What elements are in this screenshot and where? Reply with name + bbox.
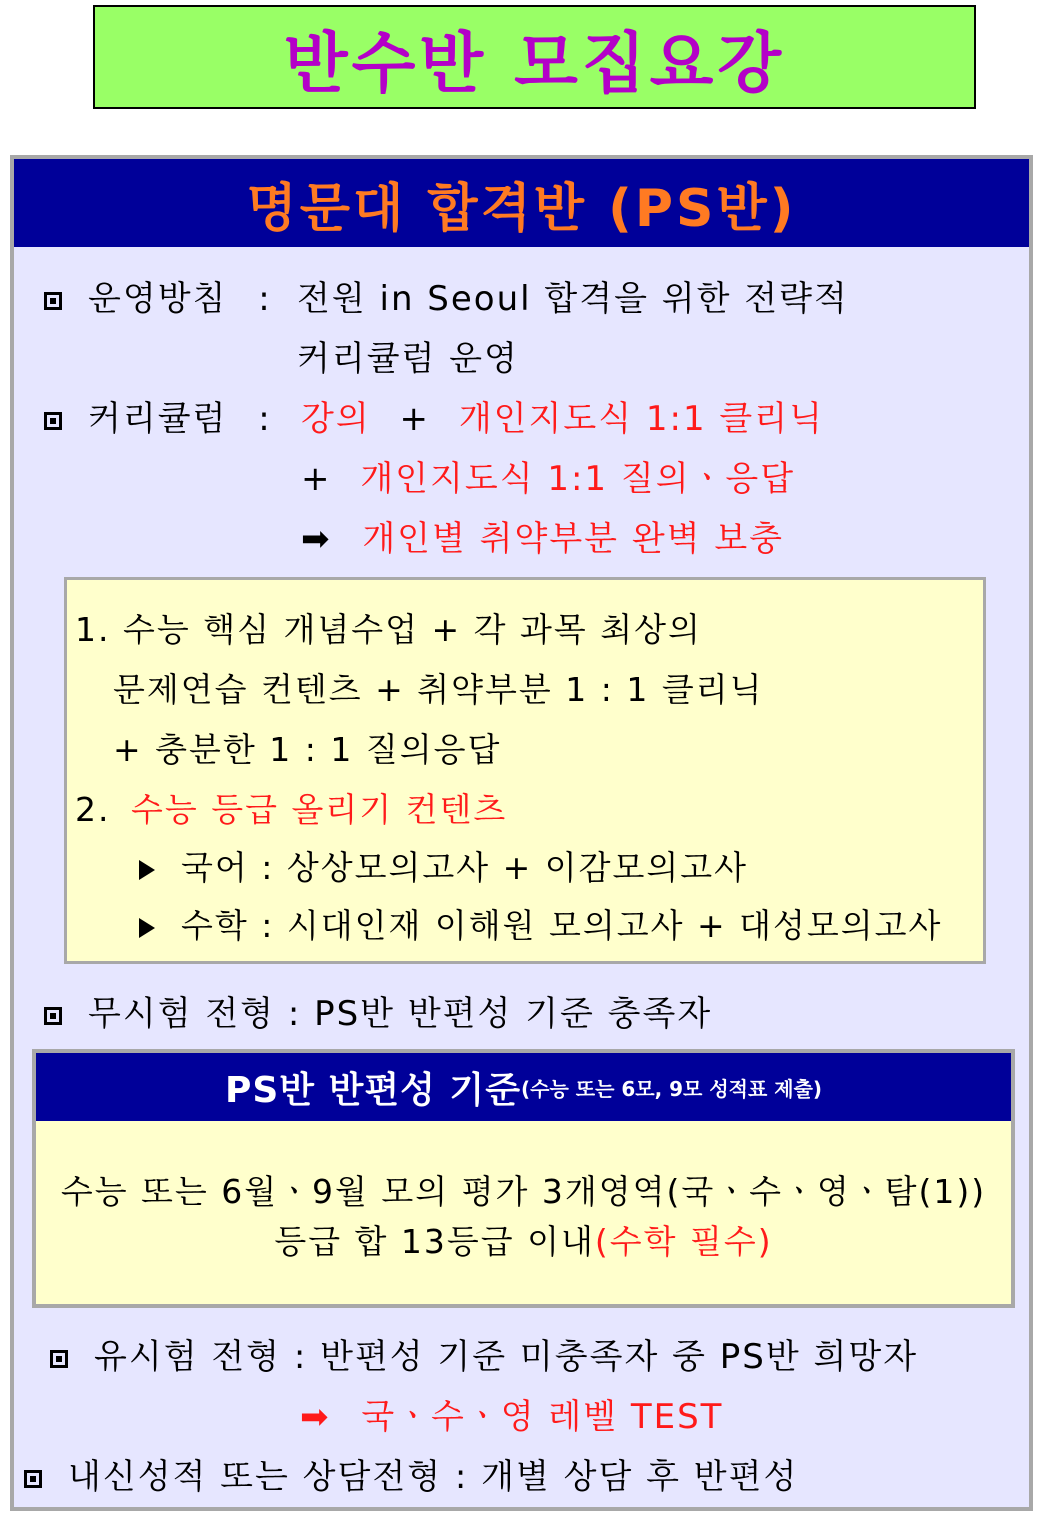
curriculum-text-3: ➡ 개인별 취약부분 완벽 보충 [301,519,785,559]
item2-line: 2. 수능 등급 올리기 컨텐츠 [75,790,508,829]
square-bullet-icon [44,292,62,310]
sub-item-math: 수학 : 시대인재 이해원 모의고사 + 대성모의고사 [139,900,942,947]
criteria-line-1: 수능 또는 6월ㆍ9월 모의 평가 3개영역(국ㆍ수ㆍ영ㆍ탐(1)) [60,1172,987,1211]
curriculum-text-2: + 개인지도식 1:1 질의ㆍ응답 [301,459,796,499]
page-title: 반수반 모집요강 [283,24,786,102]
arrow-right-icon: ➡ [301,519,332,559]
criteria-box [32,1049,1015,1308]
criteria-header [36,1053,1011,1121]
square-bullet-icon [44,1007,62,1025]
arrow-right-icon: ➡ [300,1397,331,1437]
policy-line: 운영방침 : [44,271,272,320]
curriculum-line: 커리큘럼 : [44,391,272,440]
curriculum-detail-box [64,577,986,964]
triangle-bullet-icon [139,918,155,938]
square-bullet-icon [44,412,62,430]
exam-line: 유시험 전형 : 반편성 기준 미충족자 중 PS반 희망자 [50,1329,918,1378]
ps-class-panel [10,155,1033,1511]
item1-line1: 1. 수능 핵심 개념수업 + 각 과목 최상의 [75,610,702,649]
title-banner [93,5,976,109]
counsel-line: 내신성적 또는 상담전형 : 개별 상담 후 반편성 [24,1449,798,1498]
no-exam-line: 무시험 전형 : PS반 반편성 기준 충족자 [44,986,712,1035]
panel-title: 명문대 합격반 (PS반) [246,178,797,239]
square-bullet-icon [50,1350,68,1368]
panel-header [14,159,1029,247]
criteria-note: (수능 또는 6모, 9모 성적표 제출) [521,1076,823,1101]
triangle-bullet-icon [139,860,155,880]
criteria-line-2: 등급 합 13등급 이내(수학 필수) [274,1222,773,1261]
square-bullet-icon [24,1470,42,1488]
policy-text-2: 커리큘럼 운영 [297,339,519,379]
sub-item-korean: 국어 : 상상모의고사 + 이감모의고사 [139,842,748,889]
curriculum-text-1: 강의 + 개인지도식 1:1 클리닉 [301,399,824,439]
level-test-line: ➡ 국ㆍ수ㆍ영 레벨 TEST [300,1397,724,1437]
item1-line3: + 충분한 1 : 1 질의응답 [113,730,502,769]
policy-text-1: 전원 in Seoul 합격을 위한 전략적 [297,279,849,319]
criteria-title: PS반 반편성 기준 [224,1069,521,1111]
item1-line2: 문제연습 컨텐츠 + 취약부분 1 : 1 클리닉 [113,670,764,709]
